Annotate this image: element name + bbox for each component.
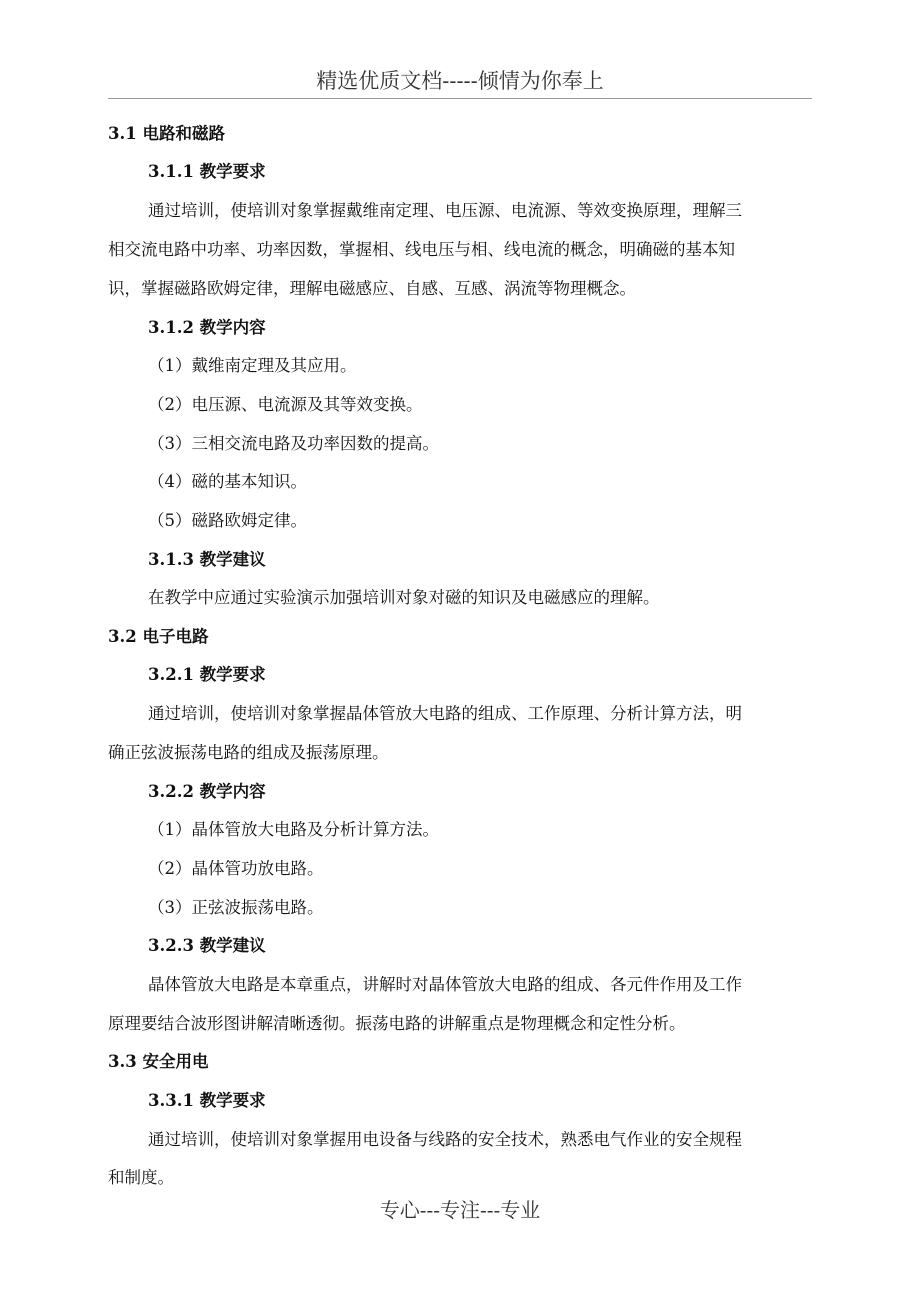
list-item: （2）电压源、电流源及其等效变换。: [148, 395, 423, 414]
section-heading-3-2: 3.2 电子电路: [108, 627, 209, 646]
page-footer: 专心---专注---专业: [379, 1198, 541, 1222]
paragraph-line: 和制度。: [108, 1168, 174, 1187]
paragraph-line: 通过培训，使培训对象掌握戴维南定理、电压源、电流源、等效变换原理，理解三: [148, 201, 742, 220]
paragraph-line: 确正弦波振荡电路的组成及振荡原理。: [108, 743, 389, 762]
list-item: （3）三相交流电路及功率因数的提高。: [148, 434, 439, 453]
paragraph-line: 通过培训，使培训对象掌握用电设备与线路的安全技术，熟悉电气作业的安全规程: [148, 1130, 742, 1149]
subsection-heading-3-1-3: 3.1.3 教学建议: [148, 550, 266, 569]
subsection-heading-3-2-2: 3.2.2 教学内容: [148, 782, 266, 801]
list-item: （2）晶体管功放电路。: [148, 859, 324, 878]
paragraph-line: 相交流电路中功率、功率因数，掌握相、线电压与相、线电流的概念，明确磁的基本知: [108, 240, 735, 259]
subsection-heading-3-1-1: 3.1.1 教学要求: [148, 162, 266, 181]
section-heading-3-1: 3.1 电路和磁路: [108, 124, 225, 143]
subsection-heading-3-3-1: 3.3.1 教学要求: [148, 1091, 266, 1110]
list-item: （4）磁的基本知识。: [148, 472, 307, 491]
subsection-heading-3-2-1: 3.2.1 教学要求: [148, 665, 266, 684]
list-item: （5）磁路欧姆定律。: [148, 511, 307, 530]
section-heading-3-3: 3.3 安全用电: [108, 1052, 209, 1071]
paragraph-line: 在教学中应通过实验演示加强培训对象对磁的知识及电磁感应的理解。: [148, 588, 660, 607]
paragraph-line: 晶体管放大电路是本章重点，讲解时对晶体管放大电路的组成、各元件作用及工作: [148, 975, 742, 994]
paragraph-line: 通过培训，使培训对象掌握晶体管放大电路的组成、工作原理、分析计算方法，明: [148, 704, 742, 723]
subsection-heading-3-2-3: 3.2.3 教学建议: [148, 936, 266, 955]
paragraph-line: 识，掌握磁路欧姆定律，理解电磁感应、自感、互感、涡流等物理概念。: [108, 279, 636, 298]
subsection-heading-3-1-2: 3.1.2 教学内容: [148, 318, 266, 337]
list-item: （1）戴维南定理及其应用。: [148, 356, 357, 375]
list-item: （3）正弦波振荡电路。: [148, 898, 324, 917]
page-header: 精选优质文档-----倾情为你奉上: [108, 64, 812, 99]
list-item: （1）晶体管放大电路及分析计算方法。: [148, 820, 439, 839]
paragraph-line: 原理要结合波形图讲解清晰透彻。振荡电路的讲解重点是物理概念和定性分析。: [108, 1014, 686, 1033]
